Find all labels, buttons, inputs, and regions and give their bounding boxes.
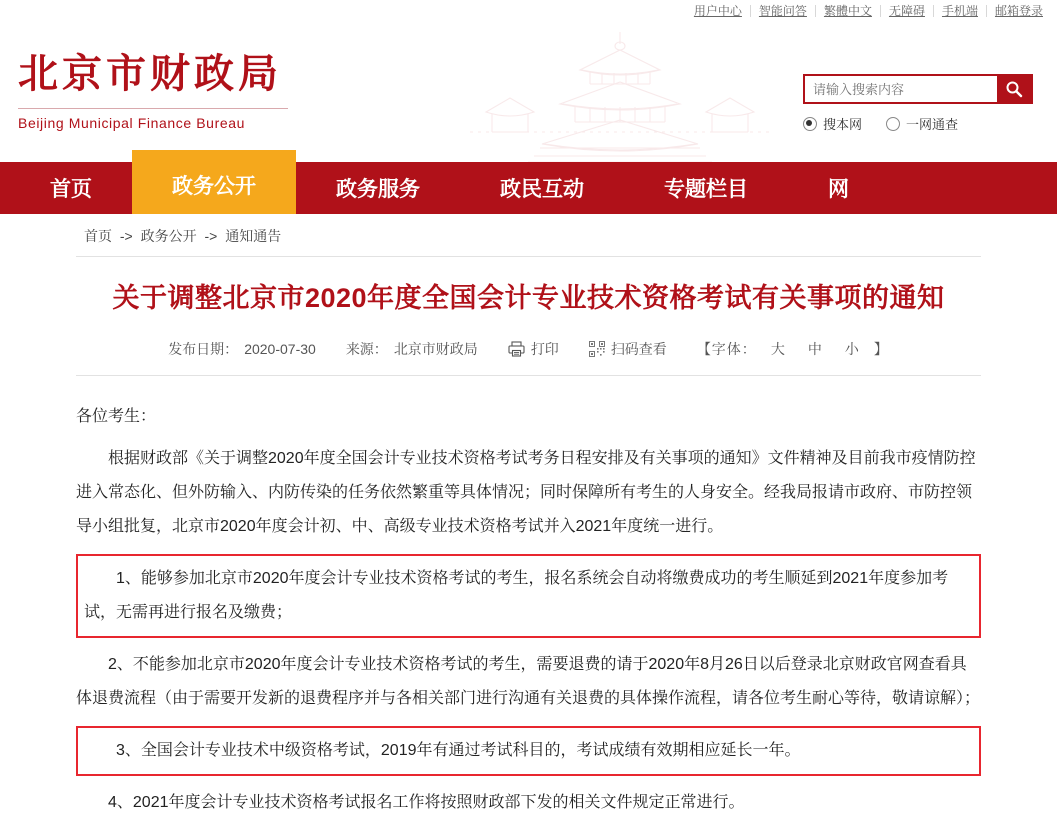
site-header [0, 22, 1057, 162]
font-size-small[interactable]: 小 [844, 341, 860, 357]
top-utility-bar [0, 0, 1057, 22]
publish-date-label: 发布日期： [168, 341, 239, 357]
article-paragraph-item-1: 1、能够参加北京市2020年度会计专业技术资格考试的考生，报名系统会自动将缴费成功的考生顺延到2021年度参加考试，无需再进行报名及缴费； [84, 570, 949, 621]
search-box [803, 74, 1033, 104]
publish-date-value: 2020-07-30 [244, 341, 316, 357]
scan-qr-button[interactable] [589, 339, 667, 359]
highlight-box-item-1 [76, 554, 981, 638]
article-paragraph-item-4: 4、2021年度会计专业技术资格考试报名工作将按照财政部下发的相关文件规定正常进行。 [108, 794, 745, 811]
site-logo[interactable] [18, 48, 288, 131]
article-paragraph-salutation: 各位考生： [76, 408, 157, 425]
page-title: 关于调整北京市2020年度全国会计专业技术资格考试有关事项的通知 [112, 283, 945, 313]
scan-label: 扫码查看 [610, 341, 667, 357]
nav-item-government-affairs-disclosure[interactable]: 政务公开 [132, 150, 296, 214]
temple-of-heaven-watermark [430, 28, 810, 162]
article-paragraph-intro: 根据财政部《关于调整2020年度全国会计专业技术资格考试考务日程安排及有关事项的通知》文件精神及目前我市疫情防控进入常态化、但外防输入、内防传染的任务依然繁重等具体情况；同时保障所有考生的人身安全。经我局报请市政府、市防控领导小组批复，北京市2020年度会计初、中、高级专业技术资格考试并入2021年度统一进行。 [76, 450, 976, 535]
article-source [346, 339, 478, 359]
topbar-link-traditional-chinese[interactable]: 繁體中文 [816, 5, 881, 17]
qr-code-icon [589, 341, 605, 357]
article-source-value: 北京市财政局 [393, 341, 478, 357]
font-size-medium[interactable]: 中 [807, 341, 823, 357]
article-meta [76, 339, 981, 376]
nav-item-government-public-interaction[interactable]: 政民互动 [500, 178, 584, 201]
topbar-link-smart-qa[interactable]: 智能问答 [751, 5, 816, 17]
logo-chinese-title: 北京市财政局 [18, 51, 282, 97]
search-button[interactable] [997, 76, 1031, 102]
breadcrumb-item-notices[interactable]: 通知通告 [225, 228, 282, 244]
article-source-label: 来源： [345, 341, 388, 357]
font-size-label: 【字体： [696, 341, 757, 357]
search-scope-options [803, 114, 1033, 133]
breadcrumb-separator-2: -> [204, 228, 218, 244]
print-button[interactable] [508, 339, 559, 359]
breadcrumb [0, 214, 1057, 256]
article-paragraph-item-3: 3、全国会计专业技术中级资格考试，2019年有通过考试科目的，考试成绩有效期相应延长一年。 [116, 742, 801, 759]
radio-search-network-label: 一网通查 [906, 117, 959, 132]
nav-item-network[interactable]: 网 [828, 178, 849, 201]
search-input[interactable] [805, 76, 997, 102]
print-label: 打印 [530, 341, 559, 357]
main-navigation [0, 162, 1057, 214]
search-area [803, 74, 1033, 133]
nav-item-special-topics[interactable]: 专题栏目 [664, 178, 748, 201]
printer-icon [508, 341, 525, 357]
article-body [76, 376, 981, 820]
topbar-link-mail-login[interactable]: 邮箱登录 [994, 4, 1043, 18]
font-size-large[interactable]: 大 [770, 341, 786, 357]
radio-search-site-label: 搜本网 [823, 117, 863, 132]
article-container [76, 256, 981, 820]
topbar-link-user-center[interactable]: 用户中心 [686, 5, 751, 17]
topbar-link-accessibility[interactable]: 无障碍 [881, 5, 934, 17]
nav-item-government-services[interactable]: 政务服务 [336, 178, 420, 201]
search-icon [1005, 80, 1023, 98]
article-paragraph-item-2: 2、不能参加北京市2020年度会计专业技术资格考试的考生，需要退费的请于2020年8月26日以后登录北京财政官网查看具体退费流程（由于需要开发新的退费程序并与各相关部门进行沟通有关退费的具体操作流程，请各位考生耐心等待，敬请谅解）； [76, 656, 981, 707]
nav-item-home[interactable]: 首页 [50, 178, 92, 201]
publish-date [168, 339, 316, 359]
breadcrumb-item-home[interactable]: 首页 [84, 228, 112, 244]
breadcrumb-separator-1: -> [119, 228, 133, 244]
highlight-box-item-3 [76, 726, 981, 776]
radio-search-network[interactable] [886, 117, 900, 131]
font-size-close-bracket: 】 [873, 341, 889, 357]
font-size-control [697, 339, 889, 359]
topbar-link-mobile[interactable]: 手机端 [934, 5, 987, 17]
radio-search-site[interactable] [803, 117, 817, 131]
logo-english-title: Beijing Municipal Finance Bureau [18, 108, 288, 131]
breadcrumb-item-disclosure[interactable]: 政务公开 [140, 228, 197, 244]
